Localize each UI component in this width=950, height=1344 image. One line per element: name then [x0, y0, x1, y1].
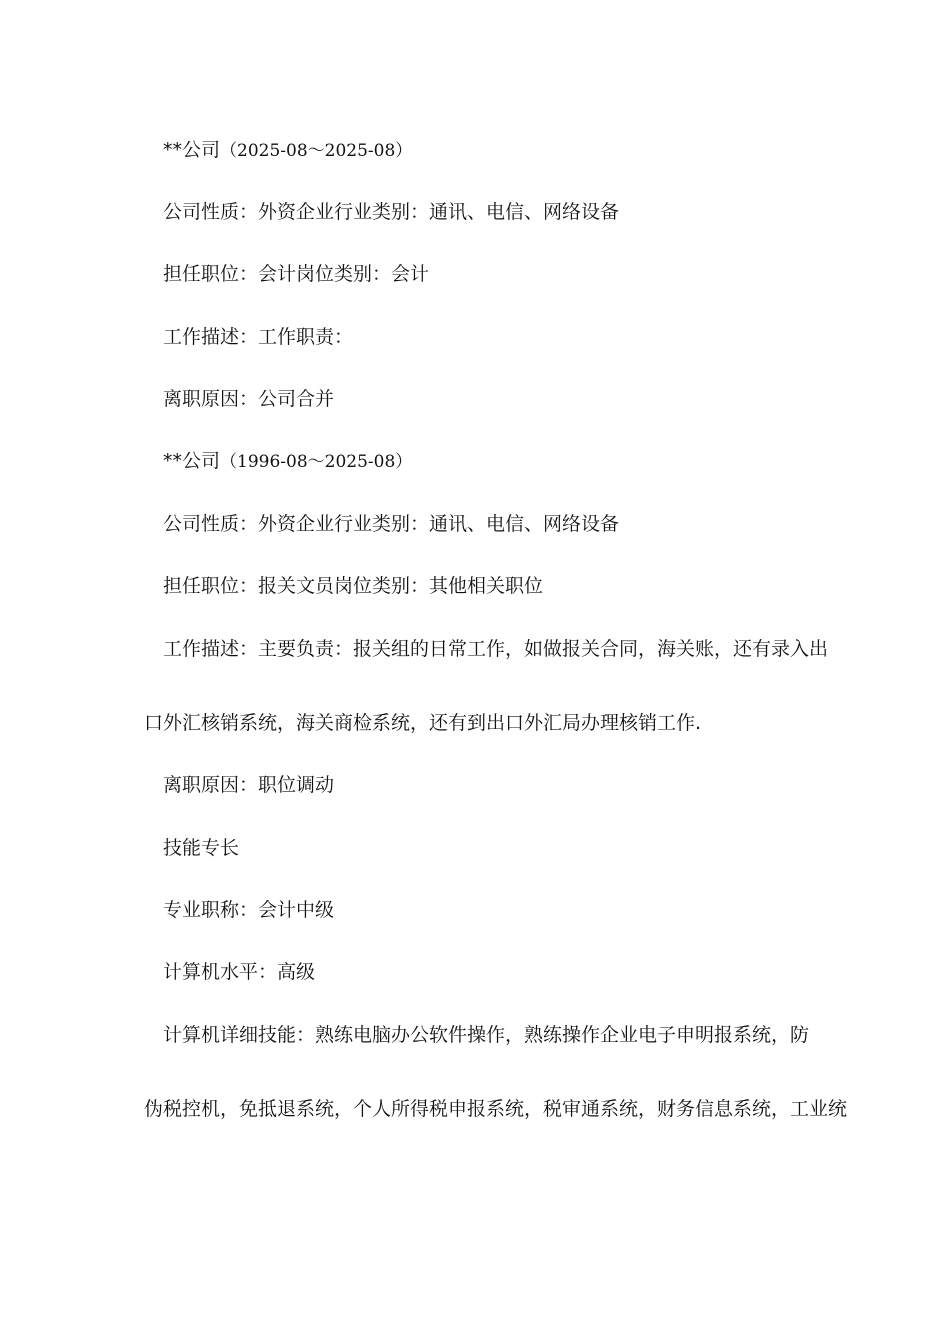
job1-leave-reason: 离职原因：公司合并 — [163, 388, 335, 410]
skills-computer-detail-line1: 计算机详细技能：熟练电脑办公软件操作，熟练操作企业电子申明报系统，防 — [163, 1024, 810, 1046]
job2-position: 担任职位：报关文员岗位类别：其他相关职位 — [163, 575, 544, 597]
job2-description-line1: 工作描述：主要负责：报关组的日常工作，如做报关合同，海关账，还有录入出 — [163, 638, 829, 660]
job1-company: **公司 — [163, 139, 221, 161]
skills-computer-level: 计算机水平：高级 — [163, 961, 316, 983]
job1-description: 工作描述：工作职责： — [163, 326, 354, 348]
skills-title: 专业职称：会计中级 — [163, 899, 335, 921]
job1-heading — [163, 137, 412, 164]
job2-leave-reason: 离职原因：职位调动 — [163, 774, 335, 796]
job2-description-line2: 口外汇核销系统，海关商检系统，还有到出口外汇局办理核销工作. — [144, 712, 702, 734]
job2-heading — [163, 448, 412, 475]
job1-period: （2025-08～2025-08） — [220, 141, 413, 161]
skills-computer-detail-line2: 伪税控机，免抵退系统，个人所得税申报系统，税审通系统，财务信息系统，工业统 — [144, 1098, 848, 1120]
skills-heading: 技能专长 — [163, 837, 240, 859]
job2-company: **公司 — [163, 450, 221, 472]
job2-period: （1996-08～2025-08） — [220, 452, 413, 472]
job1-nature: 公司性质：外资企业行业类别：通讯、电信、网络设备 — [163, 201, 620, 223]
job2-nature: 公司性质：外资企业行业类别：通讯、电信、网络设备 — [163, 513, 620, 535]
job1-position: 担任职位：会计岗位类别：会计 — [163, 263, 430, 285]
